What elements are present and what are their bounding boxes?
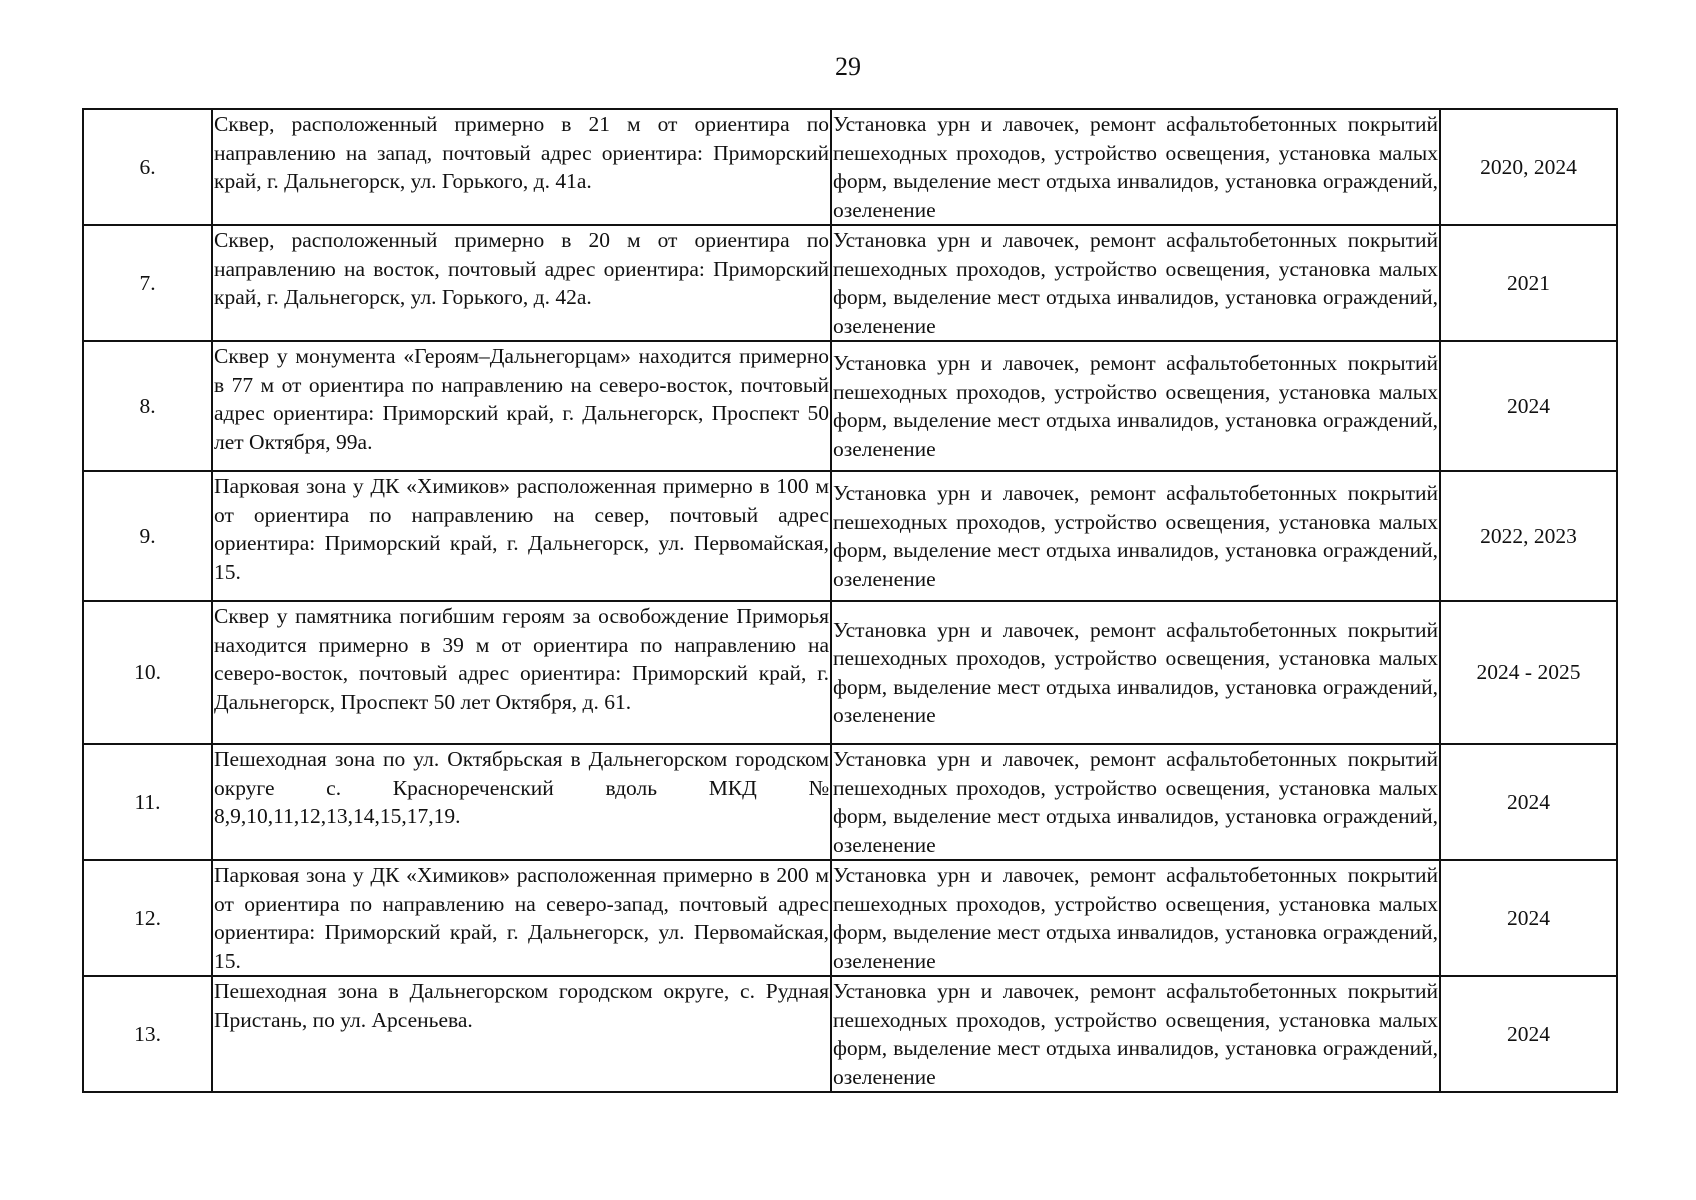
- implementation-years: 2020, 2024: [1440, 109, 1617, 225]
- object-address: Парковая зона у ДК «Химиков» расположенная примерно в 100 м от ориентира по направлению на север, почтовый адрес ориентира: Приморский край, г. Дальнегорск, ул. Первомайская, 15.: [212, 471, 831, 601]
- table-row: [83, 341, 1617, 471]
- implementation-years: 2022, 2023: [1440, 471, 1617, 601]
- row-number: 11.: [83, 744, 212, 860]
- object-address: Сквер, расположенный примерно в 21 м от ориентира по направлению на запад, почтовый адрес ориентира: Приморский край, г. Дальнегорск, ул. Горького, д. 41а.: [212, 109, 831, 225]
- implementation-years: 2024: [1440, 744, 1617, 860]
- row-number: 8.: [83, 341, 212, 471]
- row-number: 10.: [83, 601, 212, 744]
- object-address: Пешеходная зона в Дальнегорском городском округе, с. Рудная Пристань, по ул. Арсеньева.: [212, 976, 831, 1092]
- table-row: [83, 109, 1617, 225]
- table-row: [83, 976, 1617, 1092]
- row-number: 9.: [83, 471, 212, 601]
- row-number: 6.: [83, 109, 212, 225]
- works-list: Установка урн и лавочек, ремонт асфальтобетонных покрытий пешеходных проходов, устройство освещения, установка малых форм, выделение мест отдыха инвалидов, установка ограждений, озеленение: [831, 225, 1440, 341]
- improvement-objects-table: [82, 108, 1618, 1093]
- implementation-years: 2024: [1440, 860, 1617, 976]
- works-list: Установка урн и лавочек, ремонт асфальтобетонных покрытий пешеходных проходов, устройство освещения, установка малых форм, выделение мест отдыха инвалидов, установка ограждений, озеленение: [831, 109, 1440, 225]
- row-number: 7.: [83, 225, 212, 341]
- row-number: 13.: [83, 976, 212, 1092]
- row-number: 12.: [83, 860, 212, 976]
- table-row: [83, 225, 1617, 341]
- works-list: Установка урн и лавочек, ремонт асфальтобетонных покрытий пешеходных проходов, устройство освещения, установка малых форм, выделение мест отдыха инвалидов, установка ограждений, озеленение: [831, 601, 1440, 744]
- works-list: Установка урн и лавочек, ремонт асфальтобетонных покрытий пешеходных проходов, устройство освещения, установка малых форм, выделение мест отдыха инвалидов, установка ограждений, озеленение: [831, 976, 1440, 1092]
- object-address: Пешеходная зона по ул. Октябрьская в Дальнегорском городском округе с. Краснореченский вдоль МКД № 8,9,10,11,12,13,14,15,17,19.: [212, 744, 831, 860]
- object-address: Сквер, расположенный примерно в 20 м от ориентира по направлению на восток, почтовый адрес ориентира: Приморский край, г. Дальнегорск, ул. Горького, д. 42а.: [212, 225, 831, 341]
- implementation-years: 2024: [1440, 341, 1617, 471]
- table-row: [83, 471, 1617, 601]
- table-row: [83, 860, 1617, 976]
- works-list: Установка урн и лавочек, ремонт асфальтобетонных покрытий пешеходных проходов, устройство освещения, установка малых форм, выделение мест отдыха инвалидов, установка ограждений, озеленение: [831, 860, 1440, 976]
- works-list: Установка урн и лавочек, ремонт асфальтобетонных покрытий пешеходных проходов, устройство освещения, установка малых форм, выделение мест отдыха инвалидов, установка ограждений, озеленение: [831, 471, 1440, 601]
- page-number: 29: [835, 52, 861, 81]
- table-row: [83, 744, 1617, 860]
- implementation-years: 2024 - 2025: [1440, 601, 1617, 744]
- object-address: Парковая зона у ДК «Химиков» расположенная примерно в 200 м от ориентира по направлению на северо-запад, почтовый адрес ориентира: Приморский край, г. Дальнегорск, ул. Первомайская, 15.: [212, 860, 831, 976]
- works-list: Установка урн и лавочек, ремонт асфальтобетонных покрытий пешеходных проходов, устройство освещения, установка малых форм, выделение мест отдыха инвалидов, установка ограждений, озеленение: [831, 341, 1440, 471]
- object-address: Сквер у памятника погибшим героям за освобождение Приморья находится примерно в 39 м от ориентира по направлению на северо-восток, почтовый адрес ориентира: Приморский край, г. Дальнегорск, Проспект 50 лет Октября, д. 61.: [212, 601, 831, 744]
- table-row: [83, 601, 1617, 744]
- works-list: Установка урн и лавочек, ремонт асфальтобетонных покрытий пешеходных проходов, устройство освещения, установка малых форм, выделение мест отдыха инвалидов, установка ограждений, озеленение: [831, 744, 1440, 860]
- implementation-years: 2024: [1440, 976, 1617, 1092]
- object-address: Сквер у монумента «Героям–Дальнегорцам» находится примерно в 77 м от ориентира по направлению на северо-восток, почтовый адрес ориентира: Приморский край, г. Дальнегорск, Проспект 50 лет Октября, 99а.: [212, 341, 831, 471]
- implementation-years: 2021: [1440, 225, 1617, 341]
